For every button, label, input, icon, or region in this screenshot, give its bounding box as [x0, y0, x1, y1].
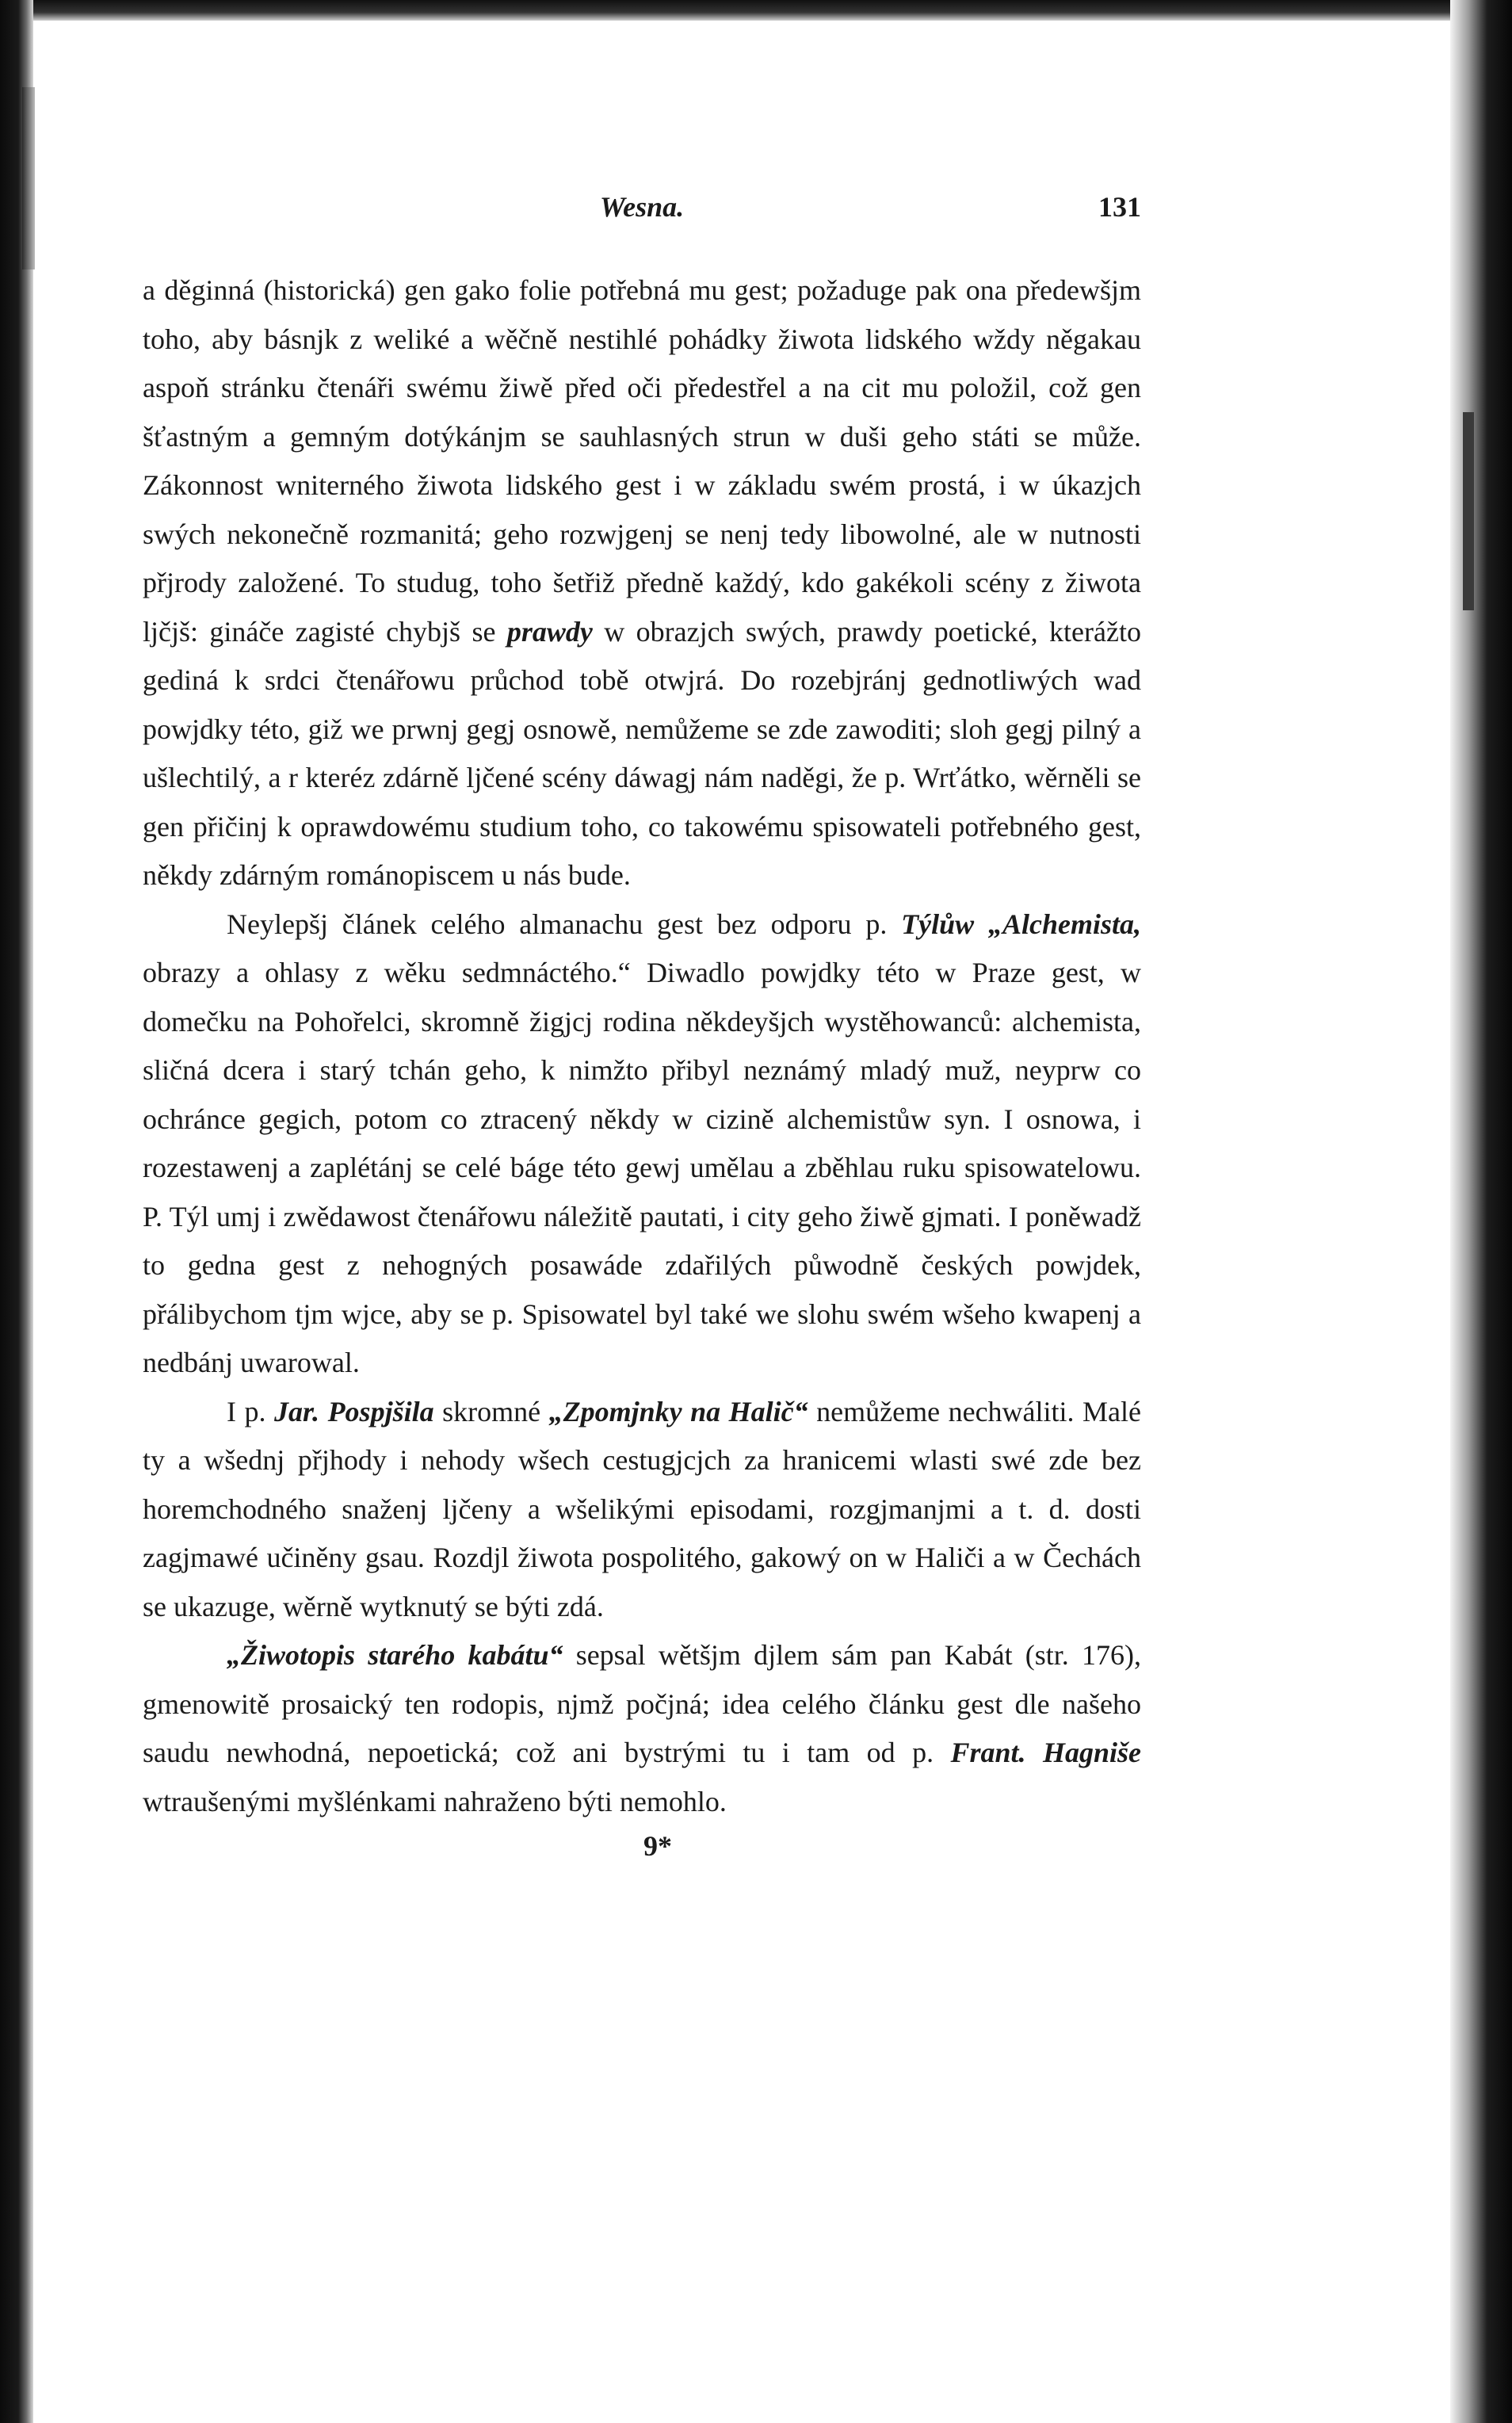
book-page [143, 190, 1141, 2346]
text-run: nemůžeme nechwáliti. Malé ty a wšednj přjhody i nehody wšech cestugjcjch za hranicemi wlasti swé zde bez horemchodného snaženj ljčeny a wšelikými episodami, rozgjmanjmi a t. d. dosti zagjmawé učiněny gsau. Rozdjl žiwota pospolitého, gakowý on w Haliči a w Čechách se ukazuge, wěrně wytknutý se býti zdá. [143, 1395, 1142, 1622]
paragraph-4 [143, 1631, 1141, 1826]
scan-book-spine [0, 0, 33, 2423]
text-run: wtraušenými myšlénkami nahraženo býti nemohlo. [143, 1785, 727, 1817]
scan-right-mark [1463, 412, 1474, 610]
paragraph-3 [143, 1388, 1141, 1632]
text-run: I p. [227, 1395, 275, 1427]
text-run: sepsal wětšjm djlem sám pan Kabát (str. 176), gmenowitě prosaický ten rodopis, njmž počjná; idea celého článku gest dle našeho saudu newhodná, nepoetická; což ani bystrými tu i tam od p. [143, 1639, 1142, 1768]
text-run: obrazy a ohlasy z wěku sedmnáctého.“ Diwadlo powjdky této w Praze gest, w domečku na Pohořelci, skromně žigjcj rodina někdeyšjch wystěhowanců: alchemista, sličná dcera i starý tchán geho, k nimžto přibyl neznámý mladý muž, neyprw co ochránce gegich, potom co ztracený někdy w cizině alchemistůw syn. I osnowa, i rozestawenj a zaplétánj se celé báge této gewj umělau a zběhlau ruku spisowatelowu. P. Týl umj i zwědawost čtenářowu náležitě pautati, i city geho žiwě gjmati. I poněwadž to gedna gest z nehogných posawáde zdařilých půwodně českých powjdek, přálibychom tjm wjce, aby se p. Spisowatel byl také we slohu swém wšeho kwapenj a nedbánj uwarowal. [143, 957, 1141, 1378]
emphasis-run: „Zpomjnky na Halič“ [548, 1395, 808, 1427]
paragraph-1 [143, 266, 1141, 900]
page-number: 131 [1098, 191, 1141, 223]
scan-right-edge [1450, 0, 1512, 2423]
signature-mark: 9* [643, 1830, 672, 1862]
running-title: Wesna. [599, 191, 685, 223]
scan-top-shadow [0, 0, 1512, 21]
emphasis-run: Jar. Pospjšila [274, 1395, 434, 1427]
body-text [143, 266, 1141, 1826]
emphasis-run: Týlůw „Alchemista, [901, 908, 1141, 940]
emphasis-run: prawdy [506, 615, 593, 648]
emphasis-run: Frant. Hagniše [950, 1737, 1142, 1768]
emphasis-run: „Žiwotopis starého kabátu“ [227, 1639, 563, 1671]
text-run: skromné [433, 1395, 549, 1427]
running-head [143, 190, 1141, 238]
text-run: a děginná (historická) gen gako folie potřebná mu gest; požaduge pak ona předewšjm toho, aby básnjk z weliké a wěčně nestihlé pohádky žiwota lidského wždy něgakau aspoň stránku čtenáři swému žiwě před oči předestřel a na cit mu položil, což gen šťastným a gemným dotýkánjm se sauhlasných strun w duši geho státi se může. Zákonnost wniterného žiwota lidského gest i w základu swém prostá, i w úkazjch swých nekonečně rozmanitá; geho rozwjgenj se nenj tedy libowolné, ale w nutnosti přjrody založené. To studug, toho šetřiž předně každý, kdo gakékoli scény z žiwota ljčjš: gináče zagisté chybjš se [143, 274, 1141, 648]
text-run: w obrazjch swých, prawdy poetické, kterážto gediná k srdci čtenářowu průchod tobě otwjrá. Do rozebjránj gednotliwých wad powjdky této, giž we prwnj gegj osnowě, nemůžeme se zde zawoditi; sloh gegj pilný a ušlechtilý, a r kteréz zdárně ljčené scény dáwagj nám naděgi, že p. Wrťátko, wěrněli se gen přičinj k oprawdowému studium toho, co takowému spisowateli potřebného gest, někdy zdárným románopiscem u nás bude. [143, 615, 1141, 891]
scan-spine-mark [22, 87, 35, 269]
text-run: Neylepšj článek celého almanachu gest bez odporu p. [227, 908, 902, 940]
paragraph-2 [143, 900, 1141, 1388]
